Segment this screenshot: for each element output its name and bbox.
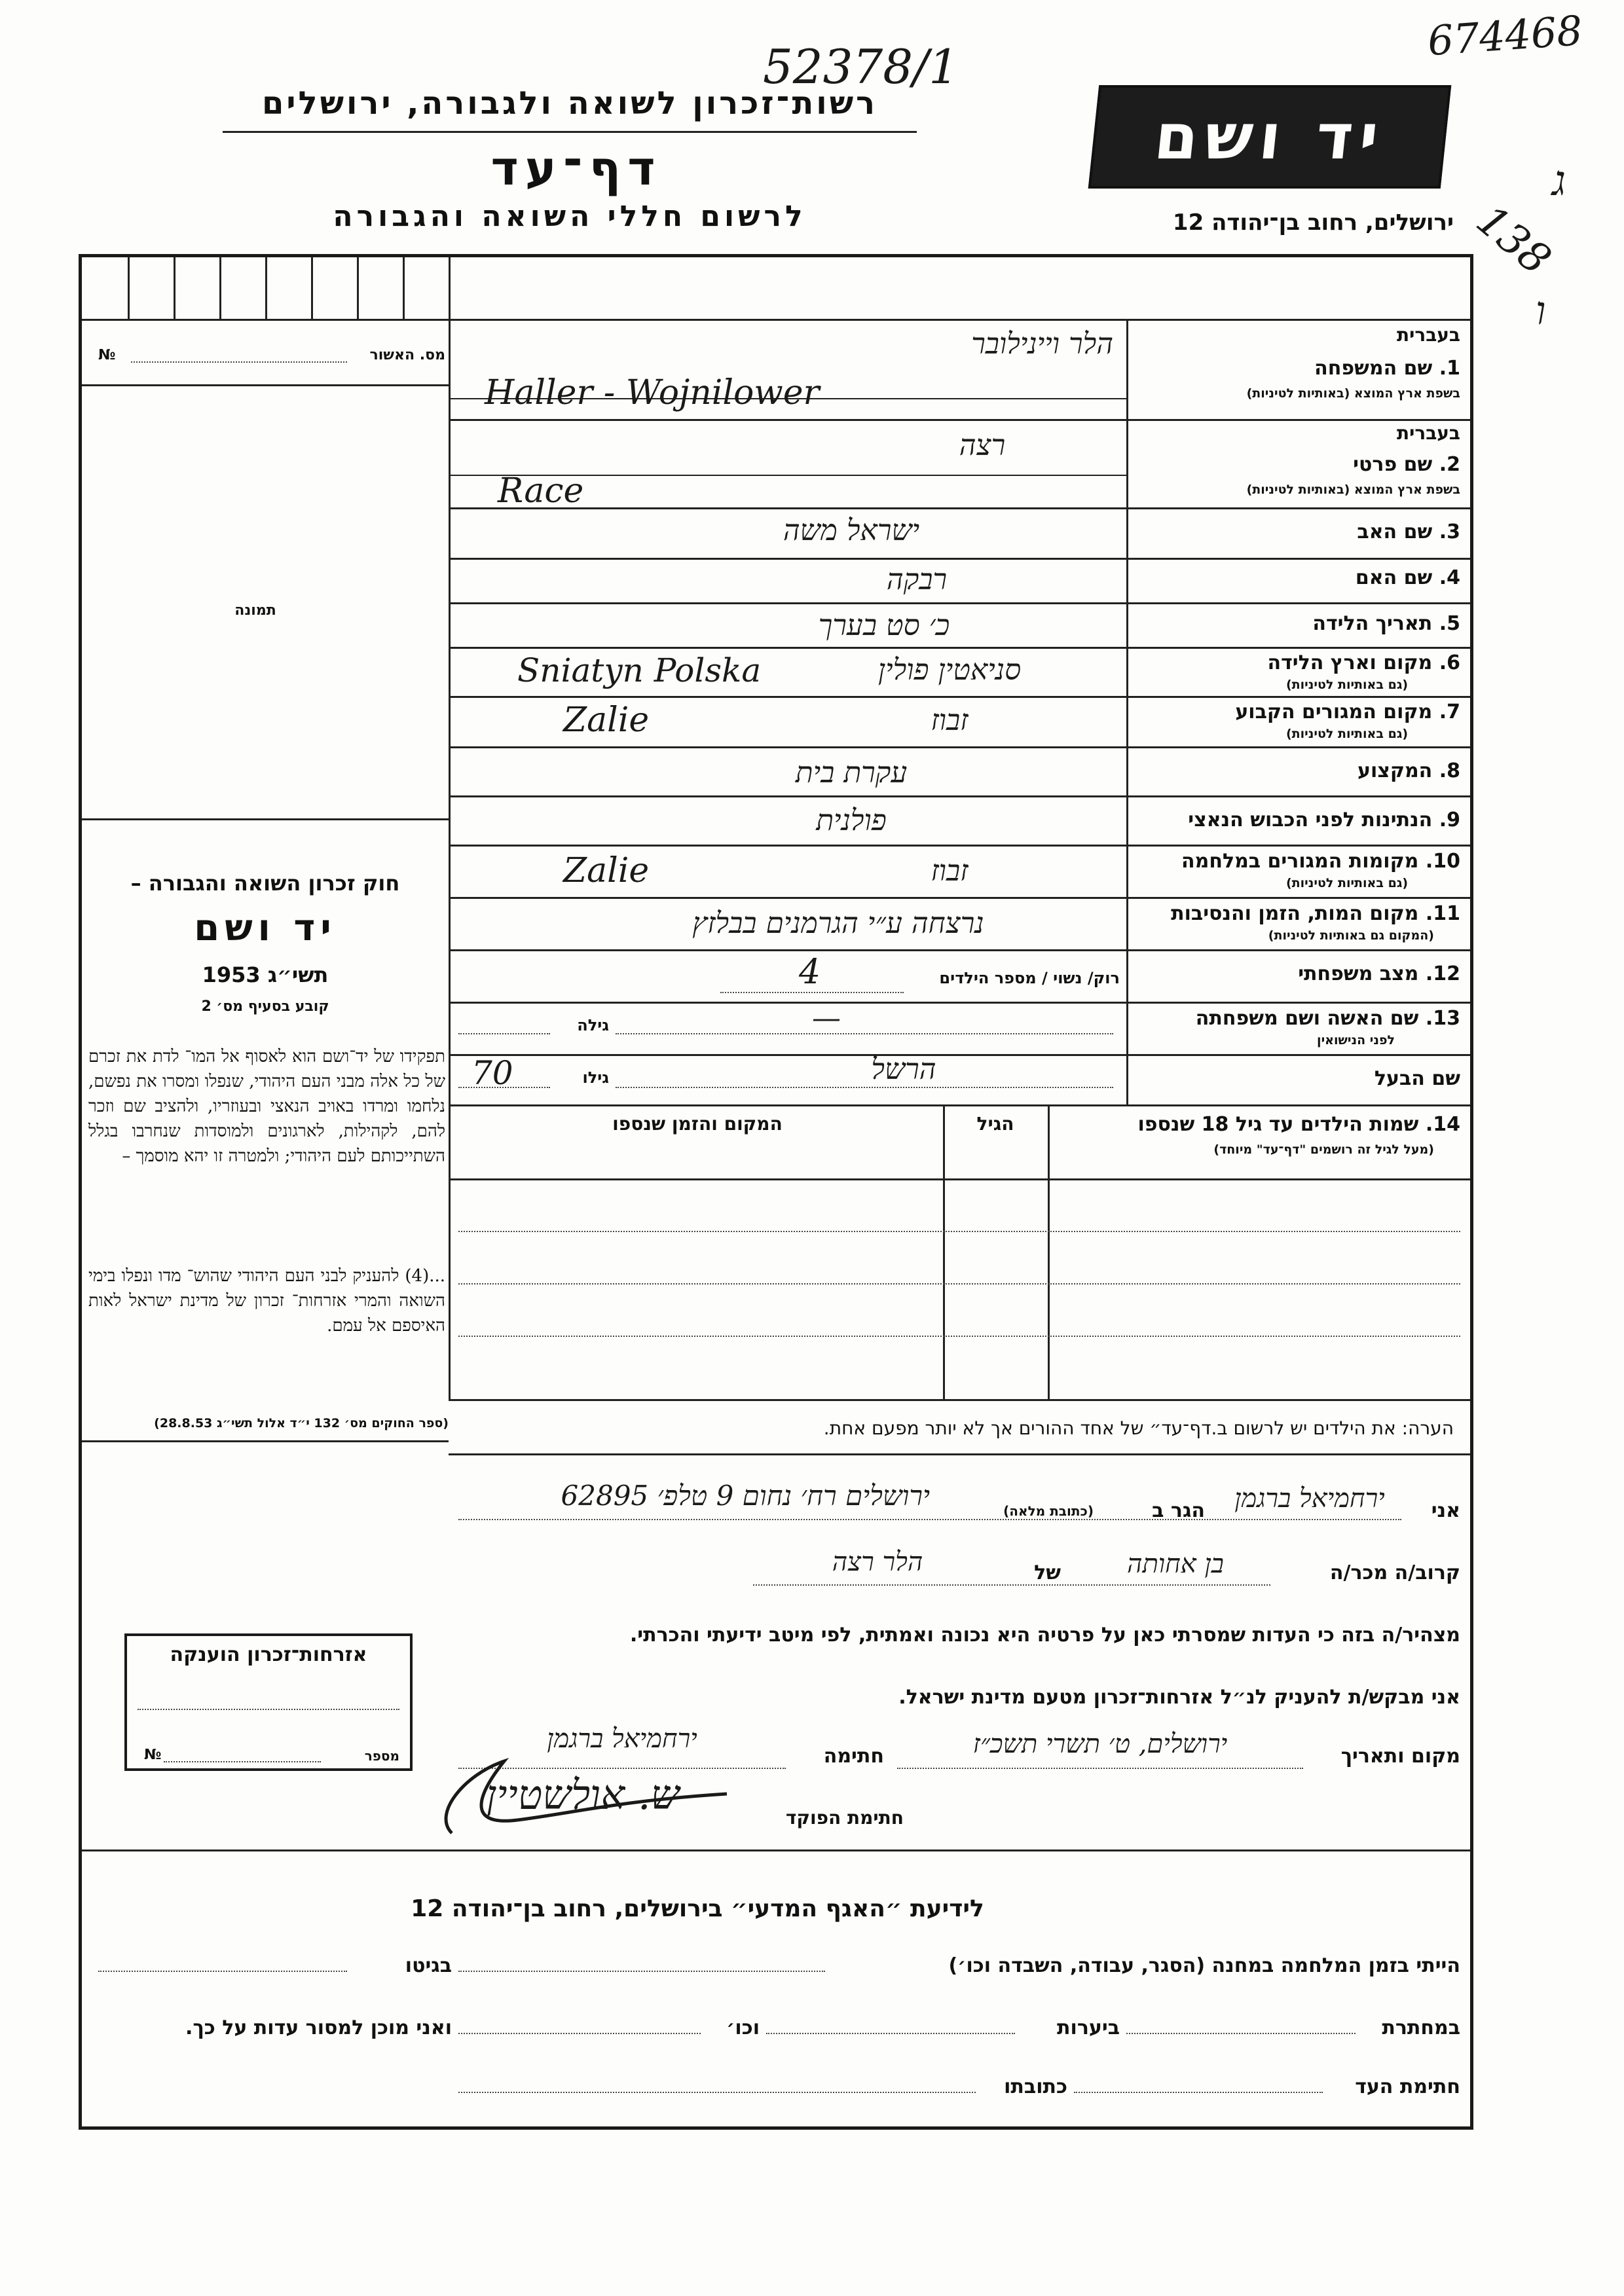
field-number: 8. <box>1439 759 1460 782</box>
field-number: 4. <box>1439 566 1460 589</box>
law-clause: קובע בסעיף מס׳ 2 <box>201 998 329 1015</box>
value-nationality[interactable]: פולנית <box>816 804 887 837</box>
wife-age-label: גילה <box>577 1016 609 1034</box>
value-wife-name[interactable]: — <box>812 1002 841 1035</box>
decl-resident-sub: (כתובת מלאה) <box>1003 1503 1094 1519</box>
citizenship-title: אזרחות־זכרון הוענקה <box>170 1643 367 1666</box>
handwritten-file-number: 52378/1 <box>763 39 959 94</box>
decl-of-value[interactable]: הלר רצה <box>832 1547 923 1577</box>
field-sublabel: בשפת ארץ המוצא (באותיות לטיניות) <box>1246 386 1460 401</box>
children-col-age: הגיל <box>976 1113 1014 1135</box>
field-label-text: תאריך הלידה <box>1312 612 1433 635</box>
value-mother-name[interactable]: רבקה <box>886 563 948 596</box>
field-label-text: שם האב <box>1357 520 1433 543</box>
field-number: 7. <box>1439 701 1460 723</box>
law-title: חוק זכרון השואה והגבורה – <box>130 871 400 896</box>
field-nationality <box>1133 809 1460 841</box>
officer-signature-scrawl <box>426 1735 740 1853</box>
field-number: 2. <box>1439 453 1460 476</box>
photo-label: תמונה <box>234 602 276 619</box>
field-tag: בעברית <box>1396 422 1460 444</box>
citizenship-no-sign: № <box>144 1747 162 1763</box>
labels-divider <box>1126 319 1128 1104</box>
value-first-name-hebrew[interactable]: רצה <box>959 429 1006 462</box>
value-first-name-latin[interactable]: Race <box>498 471 584 511</box>
field-label-text: מקום המות, הזמן והנסיבות <box>1171 902 1419 925</box>
field-husband-name <box>1133 1067 1460 1100</box>
form-subtitle: לרשום חללי השואה והגבורה <box>333 200 807 233</box>
field-number: 13. <box>1425 1007 1460 1030</box>
field-tag: בעברית <box>1396 324 1460 346</box>
left-column-divider <box>449 319 451 1399</box>
field-sublabel: (גם באותיות לטיניות) <box>1285 727 1408 741</box>
decl-place-date[interactable]: ירושלים, ט׳ תשרי תשכ״ז <box>972 1729 1228 1759</box>
field-residence <box>1133 701 1460 746</box>
decl-witness-name[interactable]: ירחמיאל ברגמן <box>1234 1484 1385 1514</box>
decl-statement-1: מצהיר/ה בזה כי העדות שמסרתי כאן על פרטיה היא נכונה ואמתית, לפי מיטב ידיעתי והכרתי. <box>629 1624 1460 1647</box>
children-col-place: המקום והזמן שנספו <box>612 1113 783 1135</box>
value-family-name-hebrew[interactable]: הלר ויינילובר <box>971 327 1113 361</box>
decl-statement-2: אני מבקש/ת להעניק לנ״ל אזרחות־זכרון מטעם מדינת ישראל. <box>898 1686 1460 1709</box>
handwritten-side-number: 138 <box>1467 196 1560 285</box>
value-family-name-latin[interactable]: Haller - Wojnilower <box>485 373 820 412</box>
decl-of: של <box>1034 1561 1061 1584</box>
value-death-place[interactable]: נרצחה ע״י הגרמנים בבלזץ <box>692 907 984 940</box>
field-label <box>1357 759 1460 782</box>
bottom-line-2a: במחתרת <box>1382 2016 1460 2039</box>
decl-signature-label: חתימה <box>823 1745 884 1768</box>
field-label-text: מקום המגורים הקבוע <box>1235 701 1433 723</box>
children-table-bottom <box>449 1399 1470 1401</box>
law-name: יד ושם <box>194 907 337 949</box>
decl-place-date-label: מקום ותאריך <box>1340 1745 1460 1768</box>
value-birth-date[interactable]: כ׳ סט בערך <box>818 609 950 642</box>
field-label <box>1298 962 1460 985</box>
field-sublabel: (גם באותיות לטיניות) <box>1285 876 1408 890</box>
law-year: תשי״ג 1953 <box>202 962 329 987</box>
field-label-text: שם המשפחה <box>1314 357 1433 380</box>
handwritten-side-mark: ו <box>1536 288 1546 334</box>
law-text-2: ...(4) להעניק לבני העם היהודי שהוש־ מדו ונפלו בימי השואה והמרי אזרחות־ זכרון של מדינת ישראל לאות האיספם אל עמם. <box>88 1266 445 1336</box>
decl-relation: קרוב/ה מכר/ה <box>1329 1561 1460 1584</box>
field-wife-name <box>1133 1007 1460 1053</box>
children-note: הערה: את הילדים יש לרשום ב.דף־עד״ של אחד ההורים אך לא יותר מפעם אחת. <box>823 1417 1454 1439</box>
field-label-text: מקום וארץ הלידה <box>1267 651 1433 674</box>
field-label-text: שם פרטי <box>1353 453 1433 476</box>
value-children-count[interactable]: 4 <box>799 953 821 992</box>
children-row[interactable] <box>1054 1237 1460 1277</box>
children-row[interactable] <box>1054 1185 1460 1224</box>
field-number: 1. <box>1439 357 1460 380</box>
field-number: 11. <box>1425 902 1460 925</box>
logo-text: יד ושם <box>1151 100 1389 173</box>
field-occupation <box>1133 759 1460 792</box>
field-birth-place <box>1133 651 1460 696</box>
value-birth-place-latin[interactable]: Sniatyn Polska <box>517 651 762 689</box>
value-husband-age[interactable]: 70 <box>471 1054 513 1092</box>
citizenship-number-label: מספר <box>364 1748 399 1764</box>
field-father-name <box>1133 520 1460 553</box>
value-residence-latin[interactable]: Zalie <box>563 701 650 740</box>
field-label <box>1312 612 1460 635</box>
field-first-name <box>1133 419 1460 507</box>
field-label-text: שם האם <box>1355 566 1433 589</box>
field-label-text: שם הבעל <box>1374 1067 1460 1090</box>
field-sublabel: (המקום גם באותיות לטיניות) <box>1268 928 1434 943</box>
marital-inline-label: רוק/ נשוי / מספר הילדים <box>939 969 1120 987</box>
field-sublabel: (מעל לגיל זה רושמים "דף־עד" מיוחד) <box>1213 1142 1434 1157</box>
field-marital-status <box>1133 962 1460 995</box>
handwritten-side-mark: ג <box>1552 157 1566 206</box>
field-label <box>1181 850 1460 873</box>
strip-bottom <box>82 319 1470 321</box>
field-label <box>1171 902 1460 925</box>
field-number: 9. <box>1439 809 1460 831</box>
bottom-line-1b: בגיטו <box>405 1954 452 1977</box>
field-sublabel: לפני הנישואין <box>1317 1033 1395 1048</box>
field-death-place <box>1133 902 1460 948</box>
bottom-line-2d: ואני מוכן למסור עדות על כך. <box>185 2016 452 2039</box>
bottom-line-2c: וכו׳ <box>726 2016 760 2039</box>
field-wartime-residence <box>1133 850 1460 896</box>
field-label <box>1356 566 1460 589</box>
handwritten-corner-number: 674468 <box>1426 6 1584 65</box>
field-label-text: שם האשה ושם משפחתה <box>1195 1007 1419 1030</box>
value-wartime-residence-latin[interactable]: Zalie <box>563 851 650 890</box>
decl-ani: אני <box>1431 1499 1460 1522</box>
field-sublabel: בשפת ארץ המוצא (באותיות לטיניות) <box>1246 483 1460 497</box>
officer-signature: ש. אולשטיין <box>486 1771 680 1819</box>
declaration-bottom <box>82 1850 1470 1851</box>
field-number: 14. <box>1425 1113 1460 1136</box>
field-label-text: מקומות המגורים במלחמה <box>1181 850 1419 873</box>
field-label-text: מצב משפחתי <box>1298 962 1419 985</box>
children-row[interactable] <box>1054 1290 1460 1329</box>
field-label <box>1268 651 1460 674</box>
bottom-line-2b: ביערות <box>1057 2016 1120 2039</box>
value-husband-name[interactable]: הרשל <box>871 1053 936 1086</box>
officer-label: חתימת הפוקד <box>785 1807 904 1829</box>
decl-signature[interactable]: ירחמיאל ברגמן <box>547 1724 697 1754</box>
field-children <box>1061 1113 1460 1172</box>
field-birth-date <box>1133 612 1460 645</box>
bottom-title: לידיעת ״האגף המדעי״ בירושלים, רחוב בן־יהודה 12 <box>411 1895 984 1922</box>
yad-vashem-logo <box>1088 85 1452 189</box>
bottom-line-1a: הייתי בזמן המלחמה במחנה (הסגר, עבודה, השבדה וכו׳) <box>948 1954 1460 1977</box>
value-wartime-residence-hebrew[interactable]: זבוז <box>931 854 969 888</box>
field-label <box>1235 701 1460 723</box>
bottom-line-3b: כתובתו <box>1004 2075 1067 2098</box>
bottom-line-3a: חתימת העד <box>1355 2075 1460 2098</box>
org-name: רשות־זכרון לשואה ולגבורה, ירושלים <box>261 85 878 122</box>
field-number: 3. <box>1439 520 1460 543</box>
law-source: (ספר החוקים מס׳ 132 י״ד אלול תשי״ג 28.8.53) <box>154 1416 449 1430</box>
value-birth-place-hebrew[interactable]: סניאטין פולין <box>877 653 1022 687</box>
field-label <box>1353 453 1460 476</box>
law-text: תפקידו של יד־ושם הוא לאסוף אל המו־ לדת את זכרם של כל אלה מבני העם היהודי, שנפלו ומסרו את נפשם, נלחמו ומרדו באויב הנאצי ובעוזריו, ולהציב שם וזכר להם, לקהילות, לארגונים ולמוסדות שנחרבו בגלל השתייכותם לעם היהודי; ולמטרה זו יהא מוסמך – <box>88 1047 445 1166</box>
value-occupation[interactable]: עקרת בית <box>795 756 908 790</box>
husband-age-label: גילו <box>582 1068 609 1087</box>
field-number: 5. <box>1439 612 1460 635</box>
org-underline <box>223 131 917 133</box>
decl-relation-value[interactable]: בן אחותה <box>1127 1549 1224 1579</box>
field-number: 12. <box>1425 962 1460 985</box>
field-number: 10. <box>1425 850 1460 873</box>
field-sublabel: (גם באותיות לטיניות) <box>1285 678 1408 692</box>
approval-no-label: № <box>98 347 116 363</box>
field-label-text: המקצוע <box>1357 759 1433 782</box>
decl-resident: הגר ב <box>1152 1499 1205 1522</box>
field-label-text: הנתינות לפני הכבוש הנאצי <box>1188 809 1433 831</box>
form-title: דף־עד <box>490 141 662 196</box>
field-label <box>1357 520 1460 543</box>
field-mother-name <box>1133 566 1460 599</box>
header-address: ירושלים, רחוב בן־יהודה 12 <box>1172 210 1454 236</box>
field-label <box>1188 809 1460 831</box>
value-father-name[interactable]: ישראל משה <box>783 514 920 547</box>
children-row[interactable] <box>1054 1342 1460 1381</box>
decl-address[interactable]: ירושלים רח׳ נחום 9 טלפ׳ 62895 <box>561 1480 930 1512</box>
approval-label: מס. האשור <box>369 347 445 363</box>
value-residence-hebrew[interactable]: זבוז <box>931 704 969 737</box>
field-family-name <box>1133 324 1460 419</box>
field-label <box>1137 1113 1460 1136</box>
field-label <box>1196 1007 1460 1030</box>
field-label <box>1314 357 1460 380</box>
field-label-text: שמות הילדים עד גיל 18 שנספו <box>1137 1113 1419 1136</box>
field-number: 6. <box>1439 651 1460 674</box>
